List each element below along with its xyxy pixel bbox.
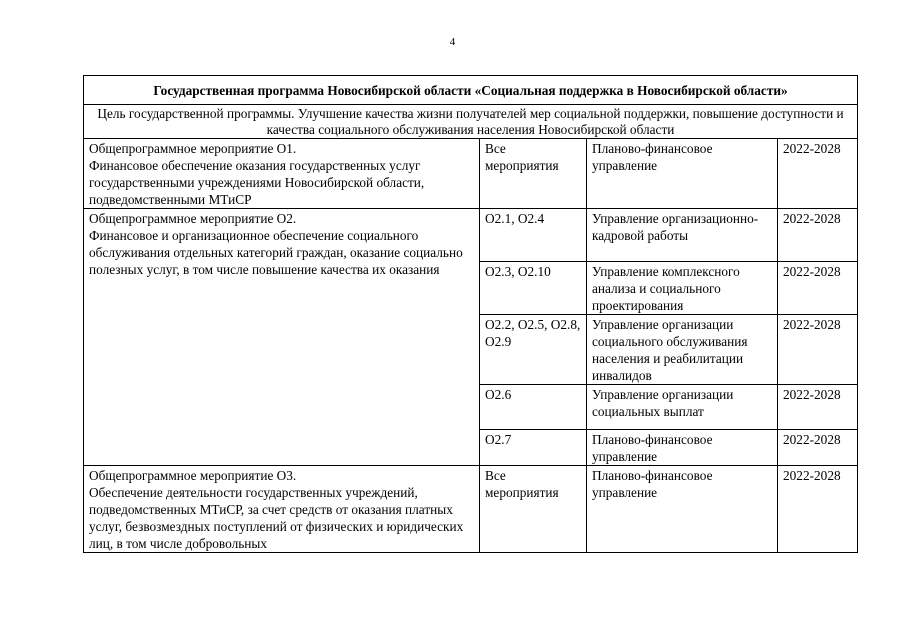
program-table [83, 75, 858, 553]
period-cell: 2022-2028 [778, 430, 858, 466]
event-heading: Общепрограммное мероприятие О2. [89, 211, 297, 226]
period-cell: 2022-2028 [778, 139, 858, 209]
department-cell: Планово-финансовое управление [587, 466, 778, 553]
scope-cell: О2.3, О2.10 [480, 262, 587, 315]
event-description: Финансовое и организационное обеспечение социального обслуживания отдельных категорий граждан, оказание социально полезных услуг, в том числе повышение качества их оказания [89, 228, 463, 277]
department-cell: Управление комплексного анализа и социального проектирования [587, 262, 778, 315]
department-cell: Планово-финансовое управление [587, 139, 778, 209]
event-cell [84, 209, 480, 466]
event-description: Финансовое обеспечение оказания государственных услуг государственными учреждениями Новосибирской области, подведомственными МТиСР [89, 158, 425, 207]
period-cell: 2022-2028 [778, 385, 858, 430]
department-cell: Планово-финансовое управление [587, 430, 778, 466]
period-cell: 2022-2028 [778, 209, 858, 262]
page-number: 4 [449, 36, 456, 48]
scope-cell: О2.7 [480, 430, 587, 466]
title-row [84, 76, 858, 105]
scope-cell: Все мероприятия [480, 139, 587, 209]
scope-cell: О2.6 [480, 385, 587, 430]
event-cell [84, 139, 480, 209]
period-cell: 2022-2028 [778, 262, 858, 315]
program-goal: Цель государственной программы. Улучшение качества жизни получателей мер социальной поддержки, повышение доступности и качества социального обслуживания населения Новосибирской области [84, 105, 858, 139]
scope-cell: О2.1, О2.4 [480, 209, 587, 262]
table-row [84, 209, 858, 262]
scope-cell: О2.2, О2.5, О2.8, О2.9 [480, 315, 587, 385]
event-description: Обеспечение деятельности государственных учреждений, подведомственных МТиСР, за счет средств от оказания платных услуг, безвозмездных поступлений от физических и юридических лиц, в том числе добровольных [89, 485, 464, 551]
table-row [84, 139, 858, 209]
department-cell: Управление организации социального обслуживания населения и реабилитации инвалидов [587, 315, 778, 385]
department-cell: Управление организации социальных выплат [587, 385, 778, 430]
event-cell [84, 466, 480, 553]
scope-cell: Все мероприятия [480, 466, 587, 553]
table-row [84, 466, 858, 553]
period-cell: 2022-2028 [778, 466, 858, 553]
program-title: Государственная программа Новосибирской области «Социальная поддержка в Новосибирской области» [84, 76, 858, 105]
event-heading: Общепрограммное мероприятие О3. [89, 468, 297, 483]
department-cell: Управление организационно-кадровой работы [587, 209, 778, 262]
event-heading: Общепрограммное мероприятие О1. [89, 141, 297, 156]
goal-row [84, 105, 858, 139]
period-cell: 2022-2028 [778, 315, 858, 385]
